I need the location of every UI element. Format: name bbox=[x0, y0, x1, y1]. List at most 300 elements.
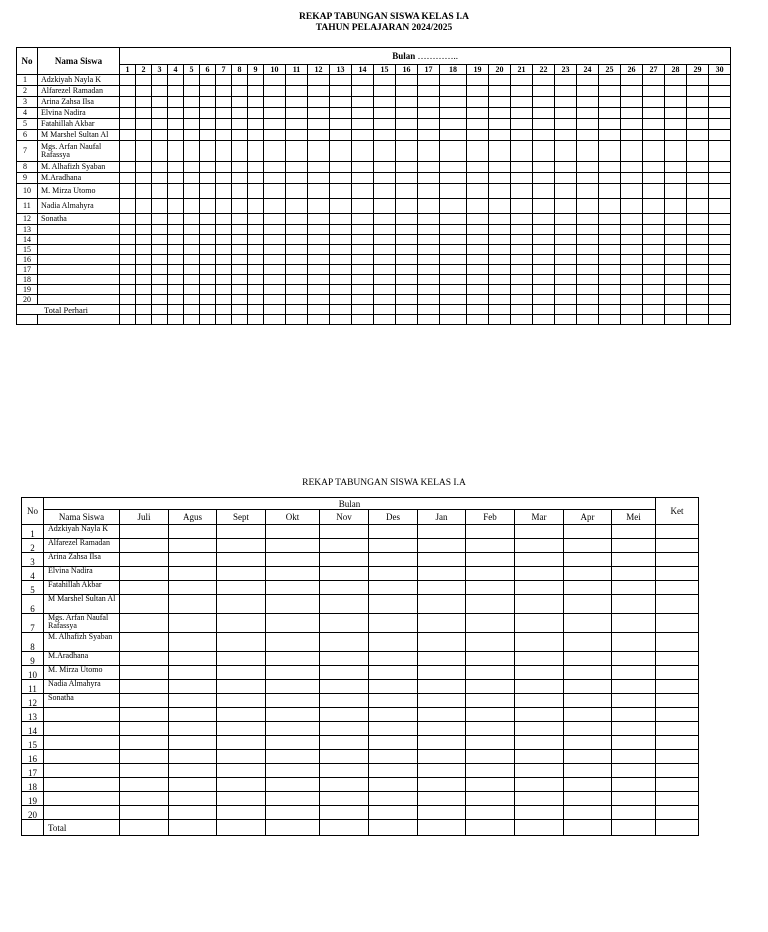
amount-cell bbox=[665, 162, 687, 173]
amount-cell bbox=[168, 214, 184, 225]
amount-cell bbox=[217, 633, 266, 652]
table-row bbox=[17, 265, 731, 275]
amount-cell bbox=[621, 225, 643, 235]
amount-cell bbox=[564, 553, 612, 567]
amount-cell bbox=[533, 119, 555, 130]
amount-cell bbox=[286, 225, 308, 235]
amount-cell bbox=[374, 173, 396, 184]
total-cell bbox=[621, 305, 643, 315]
amount-cell bbox=[266, 539, 320, 553]
amount-cell bbox=[374, 255, 396, 265]
amount-cell bbox=[266, 652, 320, 666]
amount-cell bbox=[396, 184, 418, 199]
amount-cell bbox=[200, 285, 216, 295]
amount-cell bbox=[286, 162, 308, 173]
amount-cell bbox=[418, 199, 440, 214]
amount-cell bbox=[320, 680, 369, 694]
amount-cell bbox=[152, 97, 168, 108]
amount-cell bbox=[577, 108, 599, 119]
amount-cell bbox=[248, 173, 264, 184]
amount-cell bbox=[396, 265, 418, 275]
amount-cell bbox=[396, 162, 418, 173]
amount-cell bbox=[120, 764, 169, 778]
amount-cell bbox=[374, 119, 396, 130]
amount-cell bbox=[264, 130, 286, 141]
amount-cell bbox=[599, 235, 621, 245]
amount-cell bbox=[200, 119, 216, 130]
amount-cell bbox=[599, 265, 621, 275]
amount-cell bbox=[152, 245, 168, 255]
month-header: Apr bbox=[564, 510, 612, 525]
amount-cell bbox=[643, 225, 665, 235]
amount-cell bbox=[369, 680, 418, 694]
blank-cell bbox=[709, 315, 731, 325]
amount-cell bbox=[564, 614, 612, 633]
amount-cell bbox=[120, 275, 136, 285]
amount-cell bbox=[152, 235, 168, 245]
total-cell bbox=[168, 305, 184, 315]
amount-cell bbox=[168, 184, 184, 199]
total-row bbox=[22, 820, 699, 836]
amount-cell bbox=[120, 666, 169, 680]
amount-cell bbox=[466, 708, 515, 722]
total-cell bbox=[200, 305, 216, 315]
day-header: 19 bbox=[467, 65, 489, 75]
student-name: Fatahillah Akbar bbox=[44, 581, 120, 595]
row-number: 17 bbox=[17, 265, 38, 275]
amount-cell bbox=[330, 265, 352, 275]
amount-cell bbox=[200, 255, 216, 265]
blank-cell bbox=[418, 315, 440, 325]
table-row bbox=[17, 173, 731, 184]
amount-cell bbox=[656, 553, 699, 567]
amount-cell bbox=[577, 75, 599, 86]
amount-cell bbox=[248, 265, 264, 275]
amount-cell bbox=[555, 235, 577, 245]
row-number: 16 bbox=[22, 750, 44, 764]
amount-cell bbox=[621, 108, 643, 119]
student-name bbox=[44, 792, 120, 806]
amount-cell bbox=[320, 539, 369, 553]
amount-cell bbox=[184, 225, 200, 235]
amount-cell bbox=[687, 255, 709, 265]
student-name: Mgs. Arfan Naufal Rafassya bbox=[38, 141, 120, 162]
table-row bbox=[22, 633, 699, 652]
student-name: Elvina Nadira bbox=[44, 567, 120, 581]
amount-cell bbox=[136, 173, 152, 184]
amount-cell bbox=[440, 199, 467, 214]
amount-cell bbox=[217, 539, 266, 553]
amount-cell bbox=[599, 214, 621, 225]
month-header: Feb bbox=[466, 510, 515, 525]
amount-cell bbox=[120, 184, 136, 199]
monthly-savings-table bbox=[21, 497, 699, 836]
amount-cell bbox=[120, 792, 169, 806]
table-row bbox=[17, 162, 731, 173]
table-row bbox=[17, 97, 731, 108]
amount-cell bbox=[396, 245, 418, 255]
table-row bbox=[22, 750, 699, 764]
amount-cell bbox=[489, 225, 511, 235]
table-row bbox=[17, 285, 731, 295]
amount-cell bbox=[418, 225, 440, 235]
amount-cell bbox=[374, 86, 396, 97]
amount-cell bbox=[369, 722, 418, 736]
amount-cell bbox=[489, 75, 511, 86]
amount-cell bbox=[169, 666, 217, 680]
month-header: Mei bbox=[612, 510, 656, 525]
amount-cell bbox=[564, 539, 612, 553]
amount-cell bbox=[184, 275, 200, 285]
table-row bbox=[17, 141, 731, 162]
amount-cell bbox=[564, 633, 612, 652]
amount-cell bbox=[120, 199, 136, 214]
table-row bbox=[22, 567, 699, 581]
amount-cell bbox=[665, 97, 687, 108]
amount-cell bbox=[217, 736, 266, 750]
amount-cell bbox=[656, 708, 699, 722]
amount-cell bbox=[152, 86, 168, 97]
amount-cell bbox=[136, 285, 152, 295]
amount-cell bbox=[533, 130, 555, 141]
amount-cell bbox=[489, 162, 511, 173]
total-cell bbox=[612, 820, 656, 836]
amount-cell bbox=[266, 633, 320, 652]
amount-cell bbox=[396, 275, 418, 285]
amount-cell bbox=[511, 130, 533, 141]
amount-cell bbox=[308, 214, 330, 225]
amount-cell bbox=[467, 265, 489, 275]
table-row bbox=[22, 722, 699, 736]
amount-cell bbox=[200, 225, 216, 235]
amount-cell bbox=[352, 235, 374, 245]
amount-cell bbox=[466, 666, 515, 680]
amount-cell bbox=[168, 235, 184, 245]
amount-cell bbox=[511, 275, 533, 285]
amount-cell bbox=[440, 295, 467, 305]
amount-cell bbox=[656, 595, 699, 614]
amount-cell bbox=[440, 214, 467, 225]
amount-cell bbox=[216, 130, 232, 141]
amount-cell bbox=[216, 295, 232, 305]
amount-cell bbox=[555, 275, 577, 285]
amount-cell bbox=[599, 275, 621, 285]
total-cell bbox=[330, 305, 352, 315]
amount-cell bbox=[643, 75, 665, 86]
row-number: 19 bbox=[22, 792, 44, 806]
amount-cell bbox=[643, 184, 665, 199]
amount-cell bbox=[216, 255, 232, 265]
table-row bbox=[22, 652, 699, 666]
table-row bbox=[22, 553, 699, 567]
amount-cell bbox=[286, 184, 308, 199]
amount-cell bbox=[120, 806, 169, 820]
amount-cell bbox=[266, 792, 320, 806]
month-header: Jan bbox=[418, 510, 466, 525]
amount-cell bbox=[467, 295, 489, 305]
amount-cell bbox=[489, 214, 511, 225]
amount-cell bbox=[168, 245, 184, 255]
amount-cell bbox=[440, 141, 467, 162]
amount-cell bbox=[599, 141, 621, 162]
student-name bbox=[38, 255, 120, 265]
amount-cell bbox=[264, 119, 286, 130]
total-cell bbox=[248, 305, 264, 315]
amount-cell bbox=[136, 130, 152, 141]
blank-cell bbox=[352, 315, 374, 325]
blank-cell bbox=[22, 820, 44, 836]
amount-cell bbox=[621, 86, 643, 97]
amount-cell bbox=[286, 255, 308, 265]
amount-cell bbox=[612, 778, 656, 792]
amount-cell bbox=[511, 235, 533, 245]
amount-cell bbox=[168, 225, 184, 235]
amount-cell bbox=[709, 162, 731, 173]
amount-cell bbox=[248, 119, 264, 130]
day-header: 25 bbox=[599, 65, 621, 75]
month-header: Okt bbox=[266, 510, 320, 525]
total-cell bbox=[656, 820, 699, 836]
amount-cell bbox=[308, 141, 330, 162]
amount-cell bbox=[612, 614, 656, 633]
amount-cell bbox=[418, 275, 440, 285]
amount-cell bbox=[169, 614, 217, 633]
amount-cell bbox=[184, 162, 200, 173]
total-cell bbox=[643, 305, 665, 315]
day-header: 14 bbox=[352, 65, 374, 75]
amount-cell bbox=[217, 581, 266, 595]
amount-cell bbox=[440, 275, 467, 285]
amount-cell bbox=[200, 199, 216, 214]
amount-cell bbox=[577, 245, 599, 255]
amount-cell bbox=[369, 525, 418, 539]
blank-cell bbox=[511, 315, 533, 325]
amount-cell bbox=[248, 295, 264, 305]
amount-cell bbox=[621, 119, 643, 130]
amount-cell bbox=[232, 108, 248, 119]
table-row bbox=[22, 806, 699, 820]
amount-cell bbox=[169, 652, 217, 666]
amount-cell bbox=[200, 184, 216, 199]
amount-cell bbox=[396, 225, 418, 235]
amount-cell bbox=[467, 75, 489, 86]
amount-cell bbox=[577, 130, 599, 141]
amount-cell bbox=[266, 806, 320, 820]
amount-cell bbox=[564, 722, 612, 736]
amount-cell bbox=[320, 778, 369, 792]
amount-cell bbox=[264, 199, 286, 214]
amount-cell bbox=[320, 553, 369, 567]
amount-cell bbox=[330, 173, 352, 184]
amount-cell bbox=[709, 295, 731, 305]
day-header: 6 bbox=[200, 65, 216, 75]
row-number: 3 bbox=[17, 97, 38, 108]
amount-cell bbox=[152, 184, 168, 199]
amount-cell bbox=[643, 119, 665, 130]
amount-cell bbox=[200, 97, 216, 108]
row-number: 1 bbox=[17, 75, 38, 86]
blank-cell bbox=[467, 315, 489, 325]
day-header: 18 bbox=[440, 65, 467, 75]
row-number: 15 bbox=[17, 245, 38, 255]
amount-cell bbox=[330, 119, 352, 130]
amount-cell bbox=[612, 764, 656, 778]
amount-cell bbox=[511, 108, 533, 119]
amount-cell bbox=[184, 235, 200, 245]
amount-cell bbox=[120, 633, 169, 652]
amount-cell bbox=[369, 553, 418, 567]
amount-cell bbox=[665, 75, 687, 86]
amount-cell bbox=[418, 553, 466, 567]
amount-cell bbox=[564, 778, 612, 792]
amount-cell bbox=[511, 184, 533, 199]
amount-cell bbox=[466, 595, 515, 614]
amount-cell bbox=[612, 633, 656, 652]
amount-cell bbox=[169, 792, 217, 806]
blank-cell bbox=[184, 315, 200, 325]
amount-cell bbox=[511, 199, 533, 214]
amount-cell bbox=[621, 141, 643, 162]
amount-cell bbox=[621, 97, 643, 108]
month-header: Agus bbox=[169, 510, 217, 525]
amount-cell bbox=[232, 162, 248, 173]
amount-cell bbox=[533, 141, 555, 162]
amount-cell bbox=[200, 173, 216, 184]
amount-cell bbox=[248, 199, 264, 214]
amount-cell bbox=[577, 119, 599, 130]
amount-cell bbox=[308, 235, 330, 245]
amount-cell bbox=[665, 108, 687, 119]
amount-cell bbox=[169, 567, 217, 581]
amount-cell bbox=[136, 225, 152, 235]
amount-cell bbox=[374, 130, 396, 141]
amount-cell bbox=[330, 255, 352, 265]
amount-cell bbox=[418, 75, 440, 86]
amount-cell bbox=[216, 245, 232, 255]
day-header: 5 bbox=[184, 65, 200, 75]
amount-cell bbox=[467, 235, 489, 245]
student-name: M. Mirza Utomo bbox=[44, 666, 120, 680]
amount-cell bbox=[216, 199, 232, 214]
amount-cell bbox=[687, 141, 709, 162]
amount-cell bbox=[466, 553, 515, 567]
amount-cell bbox=[515, 708, 564, 722]
amount-cell bbox=[515, 736, 564, 750]
table-row bbox=[17, 245, 731, 255]
amount-cell bbox=[248, 245, 264, 255]
amount-cell bbox=[266, 722, 320, 736]
amount-cell bbox=[418, 778, 466, 792]
amount-cell bbox=[248, 141, 264, 162]
amount-cell bbox=[169, 806, 217, 820]
amount-cell bbox=[564, 694, 612, 708]
amount-cell bbox=[511, 255, 533, 265]
amount-cell bbox=[511, 285, 533, 295]
amount-cell bbox=[418, 680, 466, 694]
total-cell bbox=[374, 305, 396, 315]
amount-cell bbox=[599, 285, 621, 295]
amount-cell bbox=[418, 173, 440, 184]
amount-cell bbox=[286, 295, 308, 305]
table-row bbox=[17, 199, 731, 214]
amount-cell bbox=[533, 295, 555, 305]
amount-cell bbox=[152, 285, 168, 295]
amount-cell bbox=[599, 108, 621, 119]
amount-cell bbox=[599, 225, 621, 235]
amount-cell bbox=[612, 525, 656, 539]
amount-cell bbox=[330, 97, 352, 108]
total-cell bbox=[217, 820, 266, 836]
amount-cell bbox=[564, 736, 612, 750]
amount-cell bbox=[352, 225, 374, 235]
amount-cell bbox=[489, 255, 511, 265]
amount-cell bbox=[217, 614, 266, 633]
amount-cell bbox=[136, 141, 152, 162]
amount-cell bbox=[515, 806, 564, 820]
amount-cell bbox=[168, 173, 184, 184]
amount-cell bbox=[120, 225, 136, 235]
amount-cell bbox=[200, 295, 216, 305]
amount-cell bbox=[709, 275, 731, 285]
amount-cell bbox=[308, 265, 330, 275]
amount-cell bbox=[555, 141, 577, 162]
amount-cell bbox=[564, 792, 612, 806]
month-header: Nov bbox=[320, 510, 369, 525]
amount-cell bbox=[120, 108, 136, 119]
total-cell bbox=[418, 305, 440, 315]
col-name-header: Nama Siswa bbox=[44, 510, 120, 525]
amount-cell bbox=[264, 275, 286, 285]
amount-cell bbox=[168, 275, 184, 285]
amount-cell bbox=[665, 141, 687, 162]
table-row bbox=[22, 736, 699, 750]
amount-cell bbox=[200, 75, 216, 86]
amount-cell bbox=[515, 750, 564, 764]
table-row bbox=[17, 235, 731, 245]
amount-cell bbox=[352, 141, 374, 162]
student-name bbox=[38, 225, 120, 235]
amount-cell bbox=[709, 285, 731, 295]
amount-cell bbox=[136, 119, 152, 130]
amount-cell bbox=[152, 162, 168, 173]
amount-cell bbox=[216, 265, 232, 275]
amount-cell bbox=[709, 75, 731, 86]
amount-cell bbox=[418, 806, 466, 820]
total-cell bbox=[466, 820, 515, 836]
amount-cell bbox=[577, 285, 599, 295]
amount-cell bbox=[440, 265, 467, 275]
student-name: M Marshel Sultan Al bbox=[38, 130, 120, 141]
amount-cell bbox=[533, 97, 555, 108]
amount-cell bbox=[515, 792, 564, 806]
amount-cell bbox=[466, 633, 515, 652]
row-number: 9 bbox=[22, 652, 44, 666]
amount-cell bbox=[555, 245, 577, 255]
amount-cell bbox=[120, 285, 136, 295]
amount-cell bbox=[152, 214, 168, 225]
amount-cell bbox=[184, 184, 200, 199]
amount-cell bbox=[709, 141, 731, 162]
amount-cell bbox=[232, 119, 248, 130]
amount-cell bbox=[396, 173, 418, 184]
amount-cell bbox=[308, 75, 330, 86]
amount-cell bbox=[169, 539, 217, 553]
amount-cell bbox=[577, 86, 599, 97]
amount-cell bbox=[232, 225, 248, 235]
amount-cell bbox=[217, 708, 266, 722]
amount-cell bbox=[286, 235, 308, 245]
row-number: 16 bbox=[17, 255, 38, 265]
